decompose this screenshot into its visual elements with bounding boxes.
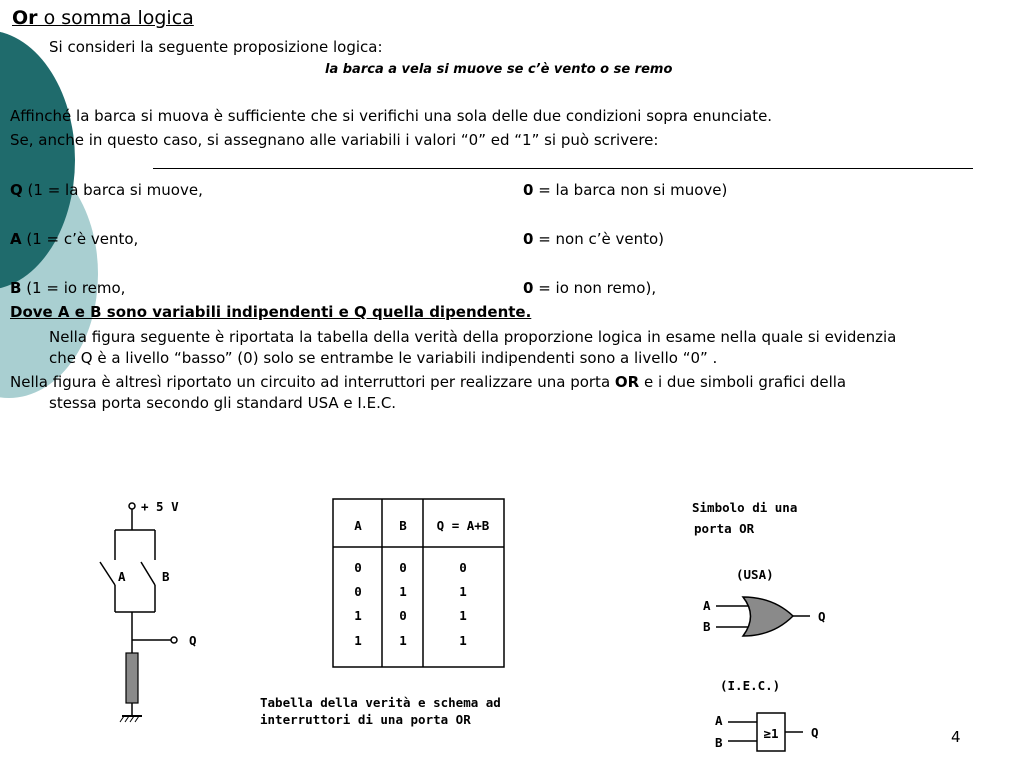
var-a-zero: 0 = non c’è vento) — [523, 230, 665, 248]
tt-caption-line2: interruttori di una porta OR — [260, 712, 471, 727]
iec-gate-text: ≥1 — [763, 726, 779, 741]
tt-header-b: B — [399, 518, 407, 533]
switch-b — [141, 562, 155, 585]
or-gate-symbols — [688, 495, 858, 760]
var-q-zero: 0 = la barca non si muove) — [523, 181, 728, 199]
tt-cell: 1 — [459, 608, 467, 623]
dependency-statement: Dove A e B sono variabili indipendenti e Q quella dipendente. — [10, 303, 532, 321]
switch-circuit-diagram — [95, 490, 215, 740]
var-b-def: B (1 = io remo, — [10, 279, 126, 297]
usa-input-b: B — [703, 619, 711, 634]
switch-a-label: A — [118, 569, 126, 584]
var-a-def: A (1 = c’è vento, — [10, 230, 139, 248]
switch-a — [100, 562, 115, 585]
page-number: 4 — [951, 728, 961, 746]
proposition-text: la barca a vela si muove se c’è vento o se remo — [325, 62, 673, 77]
usa-label: (USA) — [736, 567, 774, 582]
tt-cell: 0 — [399, 560, 407, 575]
tt-cell: 0 — [459, 560, 467, 575]
tt-cell: 1 — [459, 584, 467, 599]
paragraph-2: Se, anche in questo caso, si assegnano alle variabili i valori “0” ed “1” si può scrivere: — [10, 131, 659, 149]
tt-cell: 1 — [354, 633, 362, 648]
truth-table-figure — [255, 495, 545, 735]
symbols-title-line1: Simbolo di una — [692, 500, 798, 515]
iec-input-a: A — [715, 713, 723, 728]
paragraph-3-line1: Nella figura seguente è riportata la tabella della verità della proporzione logica in esame nella quale si evidenzia — [49, 328, 897, 346]
output-label: Q — [189, 633, 197, 648]
tt-cell: 1 — [399, 584, 407, 599]
tt-caption-line1: Tabella della verità e schema ad — [260, 695, 501, 710]
paragraph-3-line2: che Q è a livello “basso” (0) solo se entrambe le variabili indipendenti sono a livello “0” . — [49, 349, 718, 367]
tt-cell: 0 — [399, 608, 407, 623]
tt-cell: 1 — [459, 633, 467, 648]
tt-cell: 0 — [354, 584, 362, 599]
tt-header-a: A — [354, 518, 362, 533]
intro-text: Si consideri la seguente proposizione logica: — [49, 38, 383, 56]
usa-or-gate — [743, 597, 793, 636]
usa-input-a: A — [703, 598, 711, 613]
var-q-def: Q (1 = la barca si muove, — [10, 181, 203, 199]
switch-b-label: B — [162, 569, 170, 584]
tt-cell: 0 — [354, 560, 362, 575]
iec-label: (I.E.C.) — [720, 678, 781, 693]
slide-title: Or o somma logica — [12, 7, 194, 29]
tt-rows — [354, 560, 467, 648]
paragraph-4-line2: stessa porta secondo gli standard USA e I.E.C. — [49, 394, 397, 412]
paragraph-4-line1: Nella figura è altresì riportato un circuito ad interruttori per realizzare una porta OR e i due simboli grafici della — [10, 373, 847, 391]
supply-label: + 5 V — [141, 499, 179, 514]
usa-output: Q — [818, 609, 826, 624]
iec-input-b: B — [715, 735, 723, 750]
iec-output: Q — [811, 725, 819, 740]
separator-line — [153, 168, 973, 169]
symbols-title-line2: porta OR — [694, 521, 755, 536]
tt-cell: 1 — [354, 608, 362, 623]
tt-header-q: Q = A+B — [436, 518, 490, 533]
resistor — [126, 653, 138, 703]
var-b-zero: 0 = io non remo), — [523, 279, 657, 297]
paragraph-1: Affinché la barca si muova è sufficiente che si verifichi una sola delle due condizioni sopra enunciate. — [10, 107, 773, 125]
tt-cell: 1 — [399, 633, 407, 648]
